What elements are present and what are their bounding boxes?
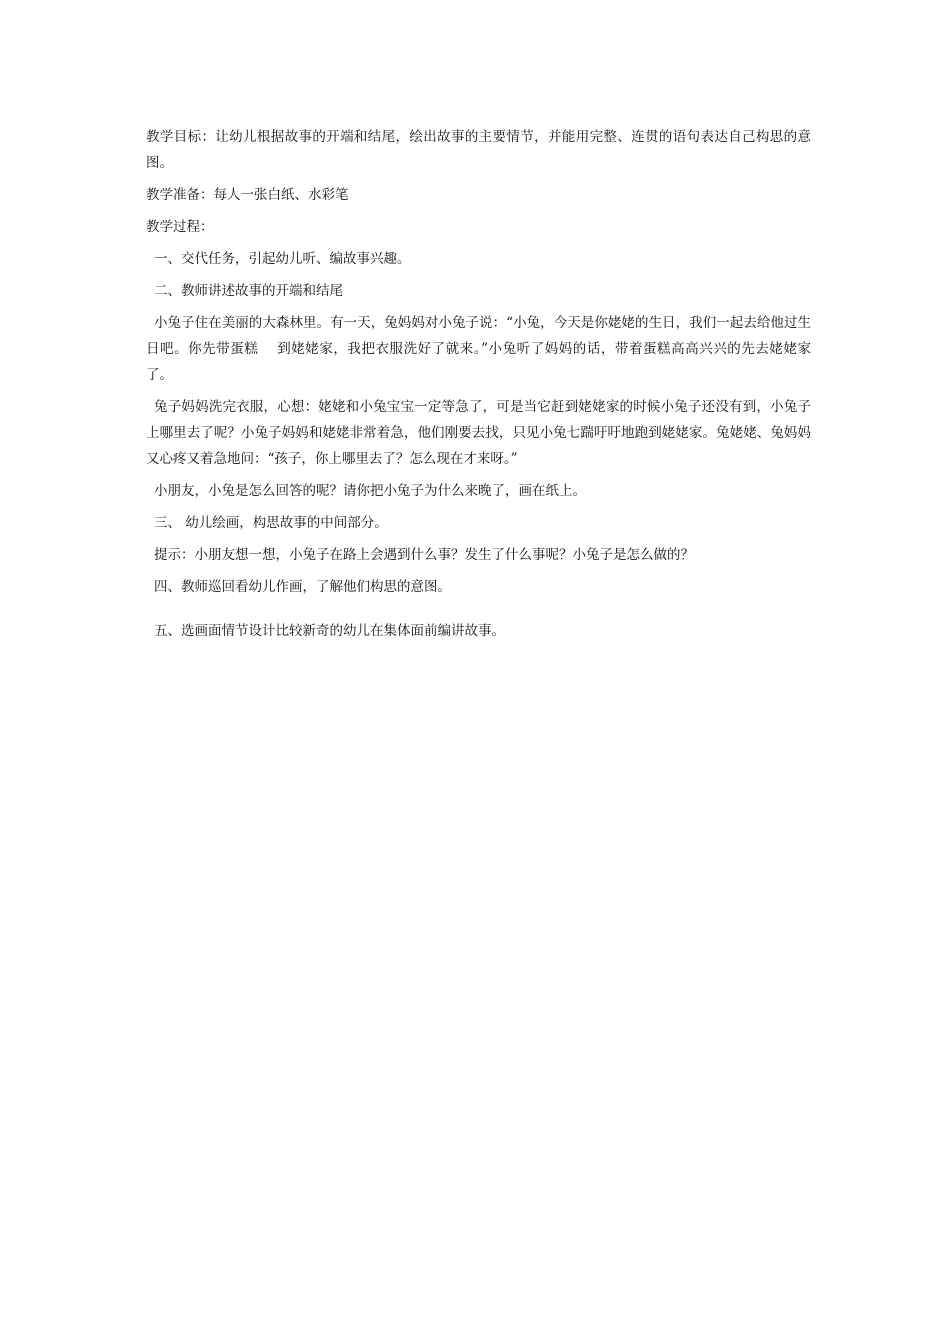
teaching-objective: 教学目标：让幼儿根据故事的开端和结尾，绘出故事的主要情节，并能用完整、连贯的语句表达自己构思的意图。 bbox=[146, 129, 811, 171]
process-step-5: 五、选画面情节设计比较新奇的幼儿在集体面前编讲故事。 bbox=[154, 623, 505, 639]
process-step-2: 二、教师讲述故事的开端和结尾 bbox=[154, 283, 343, 299]
process-step-1: 一、交代任务，引起幼儿听、编故事兴趣。 bbox=[154, 251, 411, 267]
story-paragraph-2: 兔子妈妈洗完衣服，心想：姥姥和小兔宝宝一定等急了，可是当它赶到姥姥家的时候小兔子还没有到，小兔子上哪里去了呢？小兔子妈妈和姥姥非常着急，他们刚要去找，只见小兔七踹吁吁地跑到姥姥家。兔姥姥、兔妈妈又心疼又着急地问：“孩子，你上哪里去了？怎么现在才来呀。” bbox=[146, 399, 811, 467]
story-question: 小朋友，小兔是怎么回答的呢？请你把小兔子为什么来晚了，画在纸上。 bbox=[154, 483, 586, 499]
teaching-preparation: 教学准备：每人一张白纸、水彩笔 bbox=[146, 187, 349, 203]
story-paragraph-1: 小兔子住在美丽的大森林里。有一天，兔妈妈对小兔子说：“小兔，今天是你姥姥的生日，我们一起去给他过生日吧。你先带蛋糕 到姥姥家，我把衣服洗好了就来。”小兔听了妈妈的话，带着蛋糕高高兴兴的先去姥姥家了。 bbox=[146, 315, 811, 383]
process-step-4: 四、教师巡回看幼儿作画，了解他们构思的意图。 bbox=[154, 579, 451, 595]
teaching-process-title: 教学过程： bbox=[146, 219, 214, 235]
process-step-3: 三、 幼儿绘画，构思故事的中间部分。 bbox=[154, 515, 388, 531]
drawing-hint: 提示：小朋友想一想，小兔子在路上会遇到什么事？发生了什么事呢？小兔子是怎么做的？ bbox=[154, 547, 694, 563]
document-body bbox=[146, 124, 811, 650]
